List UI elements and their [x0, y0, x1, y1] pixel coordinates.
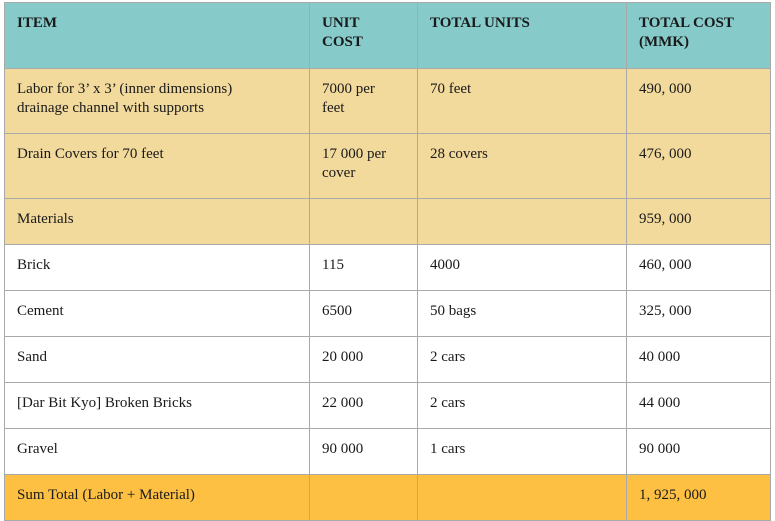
cell-total-units — [418, 475, 627, 521]
cell-item: Cement — [5, 291, 310, 337]
cell-unit-cost — [310, 199, 418, 245]
cell-unit-cost-line1: 17 000 per — [322, 146, 387, 162]
cell-item: Gravel — [5, 429, 310, 475]
cell-item — [5, 69, 310, 134]
cell-unit-cost-line2: feet — [322, 100, 345, 116]
cell-total-units: 1 cars — [418, 429, 627, 475]
header-total-units — [418, 3, 627, 69]
cell-unit-cost — [310, 134, 418, 199]
header-item — [5, 3, 310, 69]
cell-total-cost: 959, 000 — [627, 199, 771, 245]
table-row-labor — [5, 69, 771, 134]
cell-item-line1: Labor for 3’ x 3’ (inner dimensions) — [17, 81, 233, 97]
table-row-brick — [5, 245, 771, 291]
cell-item: Sum Total (Labor + Material) — [5, 475, 310, 521]
header-total-cost-line1: TOTAL COST — [639, 15, 734, 31]
cell-unit-cost-line1: 7000 per — [322, 81, 375, 97]
table-row-sand — [5, 337, 771, 383]
cell-unit-cost: 90 000 — [310, 429, 418, 475]
cell-total-units: 4000 — [418, 245, 627, 291]
cost-table — [4, 2, 771, 521]
header-unit-cost-line2: COST — [322, 34, 363, 50]
cell-unit-cost — [310, 69, 418, 134]
cell-item: Brick — [5, 245, 310, 291]
header-unit-cost — [310, 3, 418, 69]
cell-total-units: 50 bags — [418, 291, 627, 337]
cell-total-units: 2 cars — [418, 383, 627, 429]
cell-item: Drain Covers for 70 feet — [5, 134, 310, 199]
cell-unit-cost — [310, 475, 418, 521]
header-row — [5, 3, 771, 69]
table-row-broken-bricks — [5, 383, 771, 429]
cell-item: Sand — [5, 337, 310, 383]
cell-item-line2: drainage channel with supports — [17, 100, 205, 116]
cell-unit-cost: 115 — [310, 245, 418, 291]
table-row-sum-total — [5, 475, 771, 521]
header-total-cost-line2: (MMK) — [639, 34, 689, 50]
cell-total-units: 28 covers — [418, 134, 627, 199]
cell-total-cost: 476, 000 — [627, 134, 771, 199]
cell-total-cost: 40 000 — [627, 337, 771, 383]
header-total-cost — [627, 3, 771, 69]
cell-total-cost: 1, 925, 000 — [627, 475, 771, 521]
cell-unit-cost: 22 000 — [310, 383, 418, 429]
cell-total-units: 70 feet — [418, 69, 627, 134]
cell-unit-cost-line2: cover — [322, 165, 356, 181]
header-unit-cost-line1: UNIT — [322, 15, 360, 31]
cell-total-units: 2 cars — [418, 337, 627, 383]
table-row-materials — [5, 199, 771, 245]
cell-total-units — [418, 199, 627, 245]
cell-unit-cost: 20 000 — [310, 337, 418, 383]
cell-total-cost: 325, 000 — [627, 291, 771, 337]
cell-total-cost: 490, 000 — [627, 69, 771, 134]
header-total-units-text: TOTAL UNITS — [430, 15, 530, 31]
cell-unit-cost: 6500 — [310, 291, 418, 337]
table-row-drain-covers — [5, 134, 771, 199]
cell-total-cost: 44 000 — [627, 383, 771, 429]
header-item-text: ITEM — [17, 15, 58, 31]
cell-total-cost: 460, 000 — [627, 245, 771, 291]
cell-item: [Dar Bit Kyo] Broken Bricks — [5, 383, 310, 429]
table-row-gravel — [5, 429, 771, 475]
cell-item: Materials — [5, 199, 310, 245]
table-row-cement — [5, 291, 771, 337]
cell-total-cost: 90 000 — [627, 429, 771, 475]
